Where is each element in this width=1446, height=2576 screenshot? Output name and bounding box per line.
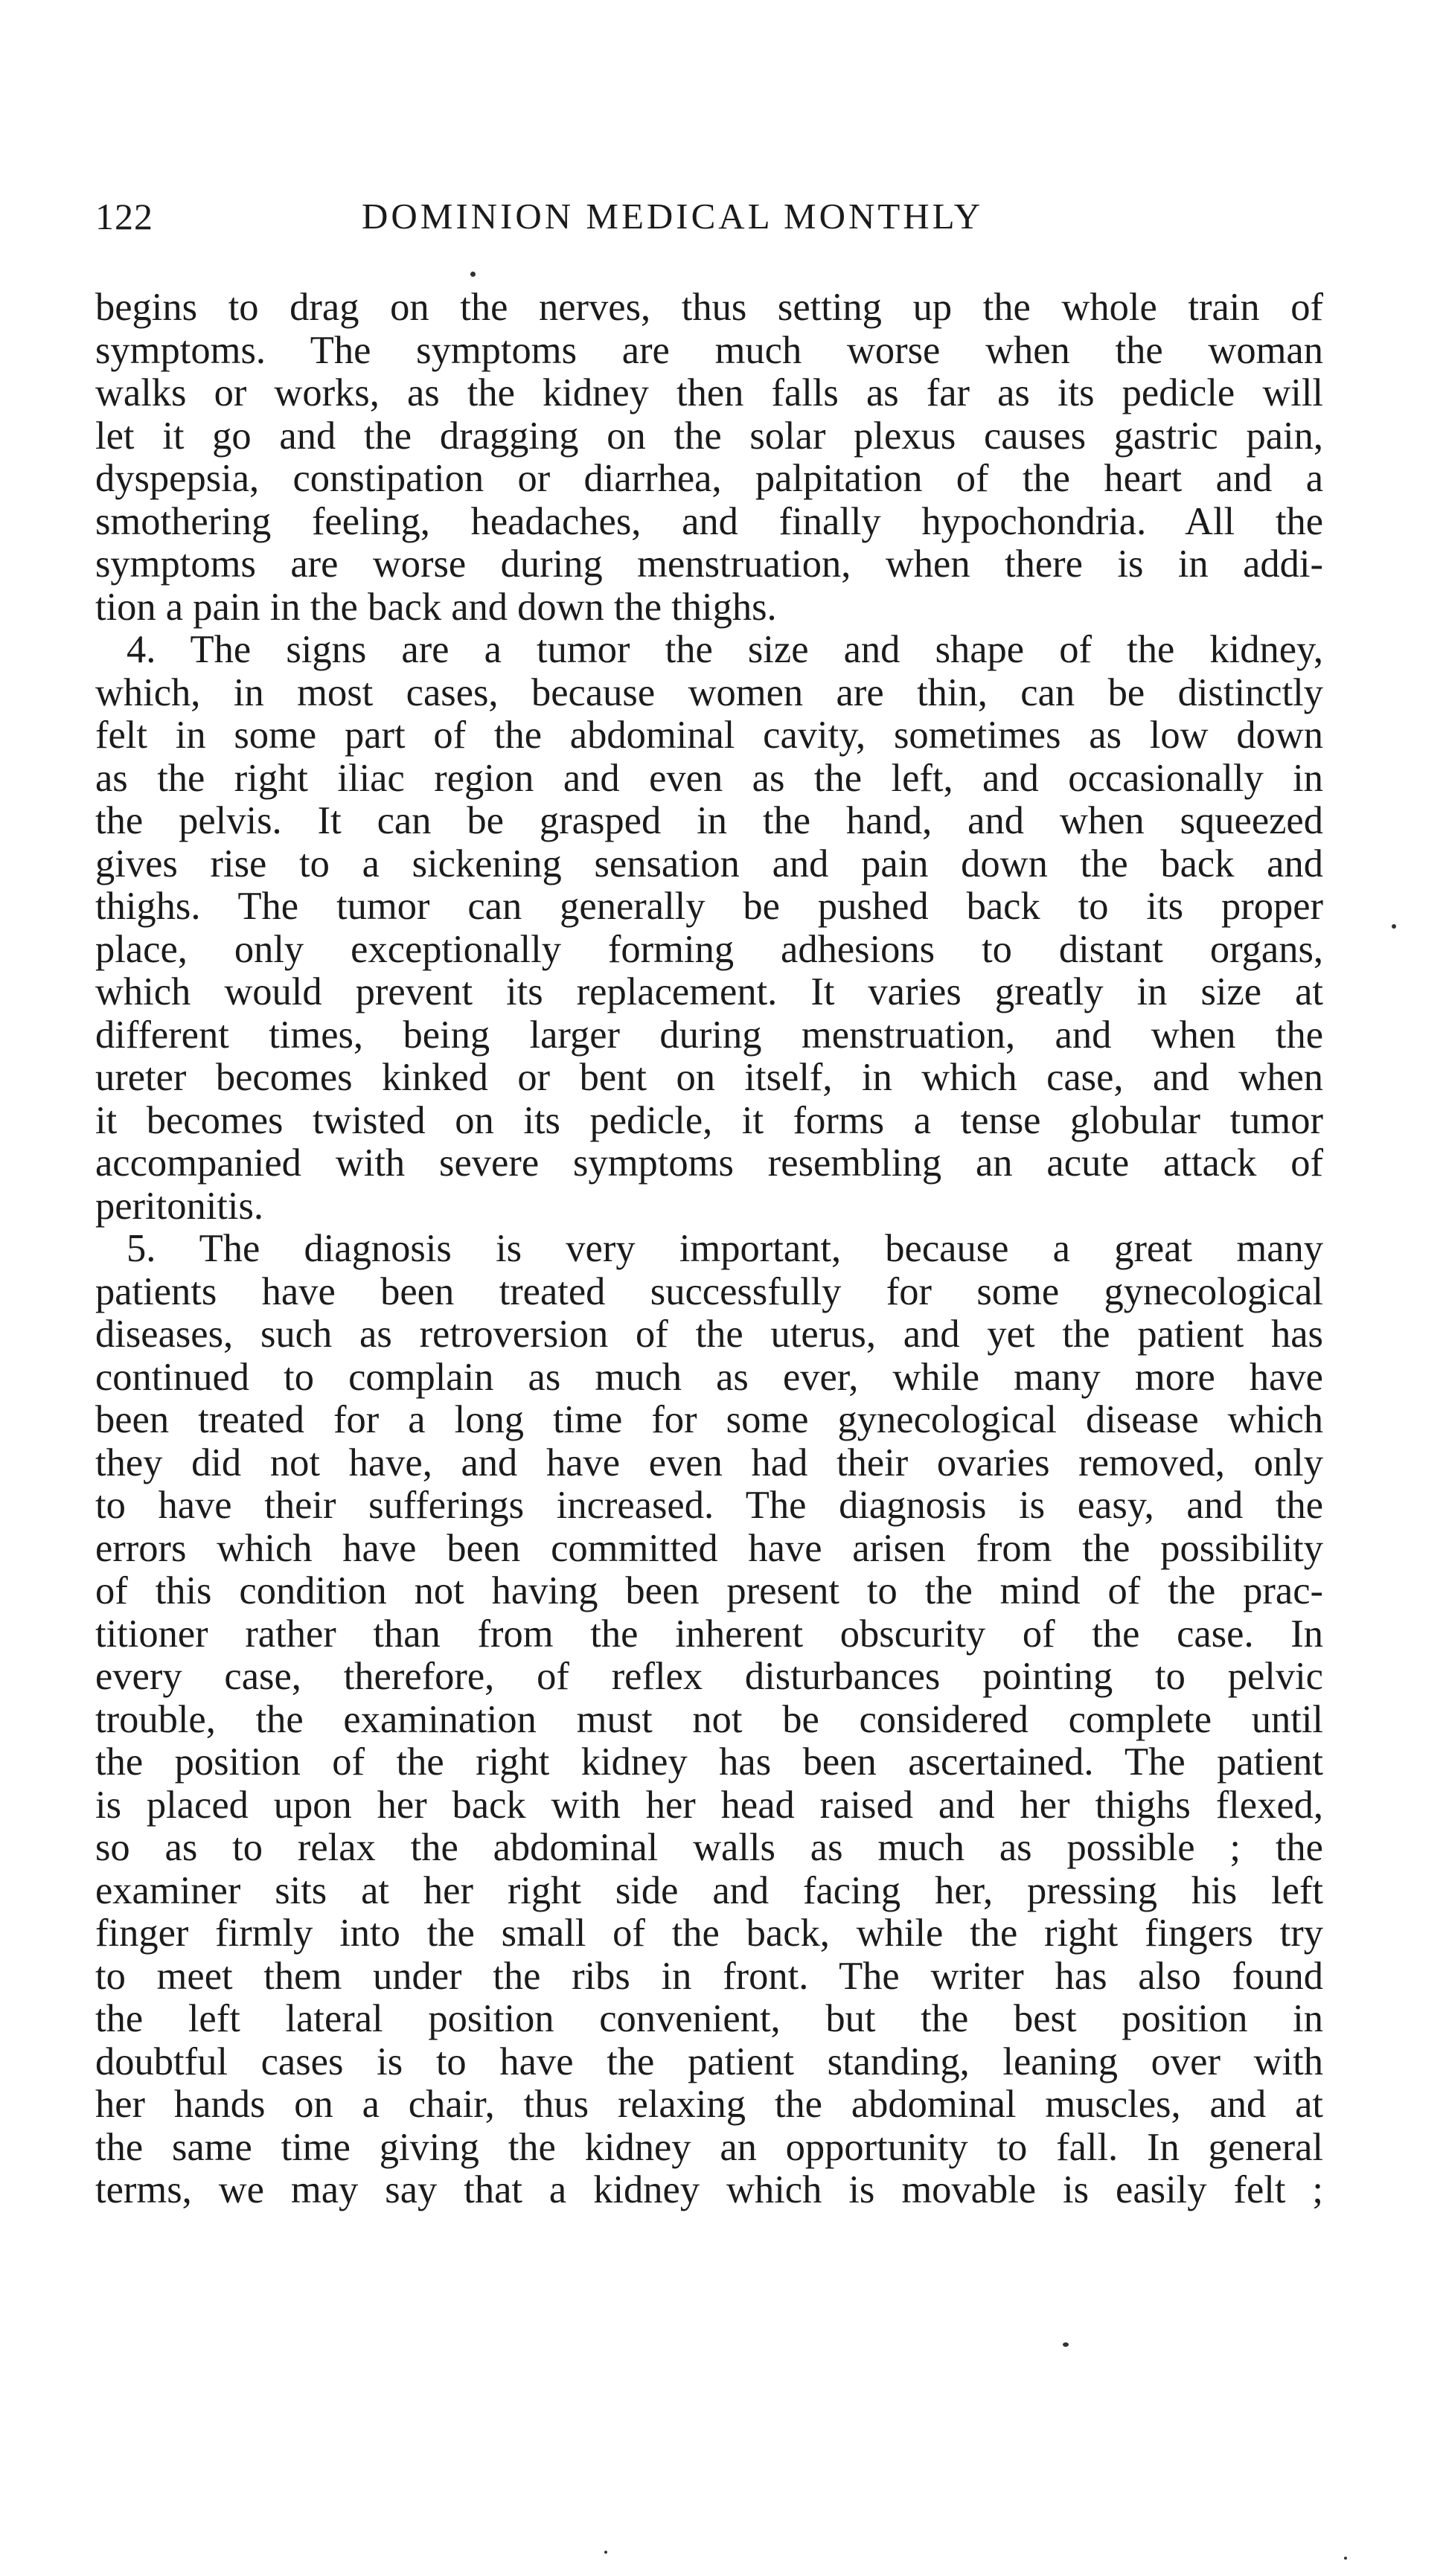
text-line: continued to complain as much as ever, while many more have (95, 1355, 1323, 1399)
page-number: 122 (95, 196, 153, 237)
text-line: symptoms. The symptoms are much worse when the woman (95, 328, 1323, 372)
journal-title: DOMINION MEDICAL MONTHLY (362, 196, 984, 237)
text-line: of this condition not having been present to the mind of the prac- (95, 1569, 1323, 1612)
text-line: tion a pain in the back and down the thighs. (95, 585, 777, 629)
text-line: the pelvis. It can be grasped in the hand, and when squeezed (95, 799, 1323, 842)
text-line: her hands on a chair, thus relaxing the abdominal muscles, and at (95, 2083, 1323, 2126)
scan-speck (1392, 924, 1396, 929)
text-line: walks or works, as the kidney then falls as far as its pedicle will (95, 371, 1323, 414)
text-line: every case, therefore, of reflex disturbances pointing to pelvic (95, 1655, 1323, 1698)
text-line: finger firmly into the small of the back, while the right fingers try (95, 1912, 1323, 1955)
text-line: smothering feeling, headaches, and finally hypochondria. All the (95, 499, 1323, 543)
text-line: begins to drag on the nerves, thus setting up the whole train of (95, 286, 1323, 329)
body-text (95, 286, 1323, 2212)
text-line: which, in most cases, because women are thin, can be distinctly (95, 670, 1323, 714)
scan-speck (470, 272, 476, 277)
text-line: thighs. The tumor can generally be pushed back to its proper (95, 885, 1323, 928)
text-line: to have their sufferings increased. The diagnosis is easy, and the (95, 1484, 1323, 1527)
scan-speck (1063, 2342, 1069, 2347)
text-line: gives rise to a sickening sensation and pain down the back and (95, 842, 1323, 885)
text-line: different times, being larger during menstruation, and when the (95, 1013, 1323, 1057)
text-line: let it go and the dragging on the solar plexus causes gastric pain, (95, 414, 1323, 458)
text-line: as the right iliac region and even as the left, and occasionally in (95, 756, 1323, 800)
text-line: the position of the right kidney has been ascertained. The patient (95, 1740, 1323, 1784)
text-line: symptoms are worse during menstruation, when there is in addi- (95, 542, 1323, 586)
text-line: felt in some part of the abdominal cavity, sometimes as low down (95, 714, 1323, 757)
text-line: ureter becomes kinked or bent on itself, in which case, and when (95, 1056, 1323, 1099)
text-line: patients have been treated successfully for some gynecological (95, 1269, 1323, 1313)
text-line: peritonitis. (95, 1184, 264, 1228)
text-line: place, only exceptionally forming adhesions to distant organs, (95, 927, 1323, 971)
scan-speck (1344, 2557, 1347, 2560)
text-line: titioner rather than from the inherent obscurity of the case. In (95, 1612, 1323, 1656)
text-line: doubtful cases is to have the patient standing, leaning over with (95, 2040, 1323, 2083)
text-line: dyspepsia, constipation or diarrhea, palpitation of the heart and a (95, 457, 1323, 500)
text-line: is placed upon her back with her head raised and her thighs flexed, (95, 1783, 1323, 1827)
text-line: the left lateral position convenient, but the best position in (95, 1997, 1323, 2040)
running-head (95, 195, 1063, 247)
text-line: the same time giving the kidney an opportunity to fall. In general (95, 2125, 1323, 2169)
text-line: been treated for a long time for some gynecological disease which (95, 1398, 1323, 1441)
text-line: which would prevent its replacement. It varies greatly in size at (95, 970, 1323, 1013)
text-line: examiner sits at her right side and facing her, pressing his left (95, 1868, 1323, 1912)
text-line: it becomes twisted on its pedicle, it forms a tense globular tumor (95, 1098, 1323, 1142)
text-line: they did not have, and have even had their ovaries removed, only (95, 1441, 1323, 1484)
text-line: trouble, the examination must not be considered complete until (95, 1697, 1323, 1741)
paragraph-start-line: 4. The signs are a tumor the size and shape of the kidney, (127, 628, 1323, 671)
text-line: accompanied with severe symptoms resembling an acute attack of (95, 1141, 1323, 1185)
paragraph-start-line: 5. The diagnosis is very important, because a great many (127, 1227, 1323, 1270)
text-line: diseases, such as retroversion of the uterus, and yet the patient has (95, 1313, 1323, 1356)
scan-speck (604, 2551, 607, 2554)
text-line: so as to relax the abdominal walls as much as possible ; the (95, 1826, 1323, 1869)
text-line: errors which have been committed have arisen from the possibility (95, 1526, 1323, 1570)
text-line: to meet them under the ribs in front. The writer has also found (95, 1954, 1323, 1998)
text-line: terms, we may say that a kidney which is movable is easily felt ; (95, 2168, 1323, 2211)
